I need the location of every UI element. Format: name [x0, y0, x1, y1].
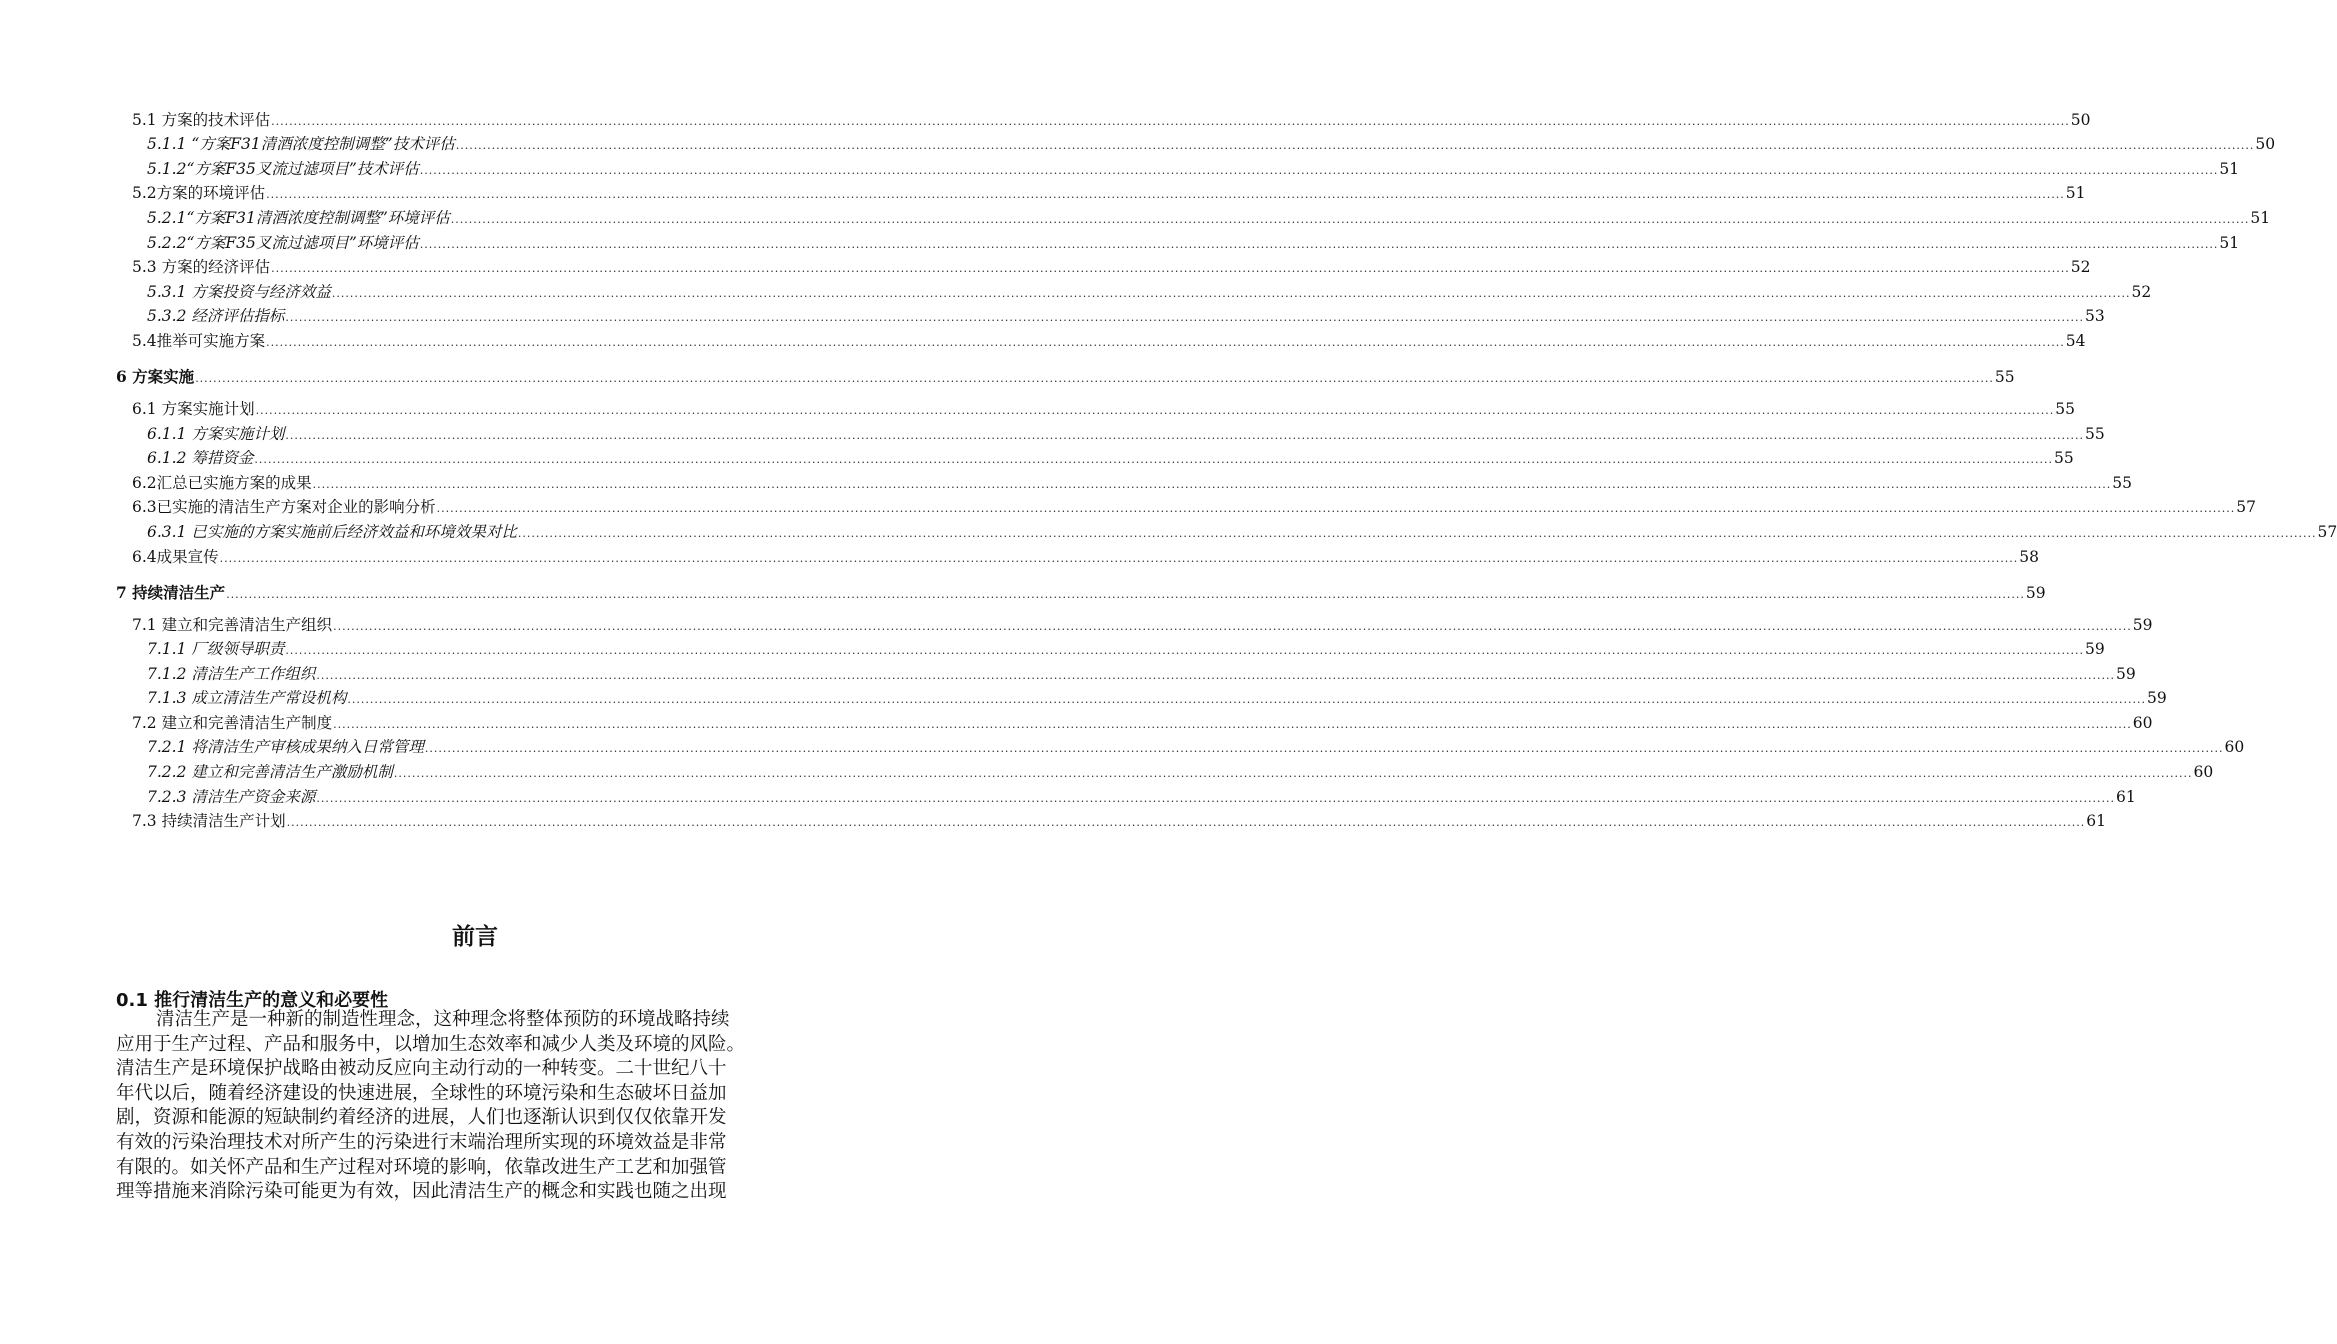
toc-entry-label: 6 方案实施: [116, 366, 195, 386]
toc-entry-label: 5.2.1“方案F31清酒浓度控制调整”环境评估: [147, 208, 450, 227]
toc-entry-page: 54: [2065, 331, 2086, 350]
toc-entry-page: 61: [2116, 787, 2136, 806]
toc-leader-dots: ................................................................................................................................................................................................................................................................................................................................................................................................................: [226, 587, 2025, 601]
toc-entry[interactable]: [112, 301, 2105, 326]
toc-entry[interactable]: [112, 566, 2046, 604]
toc-leader-dots: ................................................................................................................................................................................................................................................................................................................................................................................................................: [316, 791, 2116, 805]
toc-entry-page: 59: [2116, 664, 2136, 683]
toc-entry-label: 5.3.1 方案投资与经济效益: [147, 282, 331, 301]
toc-entry-page: 60: [2132, 713, 2153, 732]
toc-entry-page: 55: [2085, 424, 2105, 443]
toc-entry[interactable]: [112, 492, 2257, 517]
preface-title: 前言: [452, 924, 498, 950]
toc-entry-page: 55: [2112, 473, 2133, 492]
body-line: 剧，资源和能源的短缺制约着经济的进展，人们也逐渐认识到仅仅依靠开发: [116, 1107, 727, 1129]
table-of-contents: [112, 104, 2337, 831]
toc-entry-page: 60: [2193, 763, 2214, 782]
toc-entry[interactable]: [112, 325, 2086, 350]
toc-entry-page: 51: [2250, 208, 2271, 227]
toc-entry-page: 52: [2131, 282, 2152, 301]
toc-entry-label: 7.2.3 清洁生产资金来源: [147, 787, 316, 806]
toc-entry-label: 5.1.2“方案F35叉流过滤项目”技术评估: [147, 159, 419, 178]
toc-leader-dots: ................................................................................................................................................................................................................................................................................................................................................................................................................: [424, 742, 2224, 756]
toc-entry-label: 6.1 方案实施计划: [132, 399, 255, 418]
toc-leader-dots: ................................................................................................................................................................................................................................................................................................................................................................................................................: [517, 526, 2317, 540]
toc-entry[interactable]: [112, 756, 2214, 782]
toc-leader-dots: ................................................................................................................................................................................................................................................................................................................................................................................................................: [266, 188, 2065, 202]
toc-entry-label: 7.1.2 清洁生产工作组织: [147, 664, 316, 683]
toc-entry-label: 7.1 建立和完善清洁生产组织: [132, 615, 333, 634]
body-line: 有限的。如关怀产品和生产过程对环境的影响，依靠改进生产工艺和加强管: [116, 1156, 727, 1178]
toc-entry[interactable]: [112, 153, 2240, 178]
body-line: 应用于生产过程、产品和服务中，以增加生态效率和减少人类及环境的风险。: [116, 1033, 746, 1055]
toc-leader-dots: ................................................................................................................................................................................................................................................................................................................................................................................................................: [286, 816, 2086, 830]
toc-entry[interactable]: [112, 104, 2091, 129]
toc-entry-label: 6.4成果宣传: [132, 547, 219, 566]
toc-leader-dots: ................................................................................................................................................................................................................................................................................................................................................................................................................: [333, 717, 2132, 731]
toc-entry[interactable]: [112, 350, 2015, 388]
toc-leader-dots: ................................................................................................................................................................................................................................................................................................................................................................................................................: [271, 114, 2070, 128]
toc-entry-label: 5.3 方案的经济评估: [132, 258, 271, 277]
toc-entry-page: 52: [2070, 258, 2091, 277]
preface-body: [116, 1008, 856, 1205]
body-line: 年代以后，随着经济建设的快速进展，全球性的环境污染和生态破坏日益加: [116, 1082, 727, 1104]
toc-entry[interactable]: [112, 467, 2133, 492]
toc-entry[interactable]: [112, 658, 2136, 683]
toc-leader-dots: ................................................................................................................................................................................................................................................................................................................................................................................................................: [266, 335, 2065, 349]
toc-entry[interactable]: [112, 604, 2153, 634]
toc-entry[interactable]: [112, 276, 2152, 301]
toc-leader-dots: ................................................................................................................................................................................................................................................................................................................................................................................................................: [285, 644, 2085, 658]
toc-entry-label: 7.2.2 建立和完善清洁生产激励机制: [147, 763, 393, 782]
toc-entry-page: 51: [2219, 233, 2240, 252]
body-line: 清洁生产是一种新的制造性理念，这种理念将整体预防的环境战略持续: [156, 1009, 730, 1030]
toc-entry-page: 59: [2132, 615, 2153, 634]
toc-entry[interactable]: [112, 129, 2276, 154]
toc-entry-label: 5.4推举可实施方案: [132, 331, 266, 350]
toc-entry-label: 5.1.1 “方案F31清酒浓度控制调整”技术评估: [147, 135, 455, 154]
toc-entry-page: 55: [2055, 399, 2075, 418]
toc-entry[interactable]: [112, 418, 2105, 443]
toc-entry-page: 57: [2317, 522, 2337, 541]
toc-entry-label: 6.1.1 方案实施计划: [147, 424, 285, 443]
toc-entry[interactable]: [112, 732, 2245, 757]
toc-entry[interactable]: [112, 634, 2105, 659]
toc-entry[interactable]: [112, 227, 2240, 252]
toc-leader-dots: ................................................................................................................................................................................................................................................................................................................................................................................................................: [312, 477, 2112, 491]
body-line: 有效的污染治理技术对所产生的污染进行末端治理所实现的环境效益是非常: [116, 1131, 727, 1153]
toc-entry-label: 5.1 方案的技术评估: [132, 110, 271, 129]
toc-entry[interactable]: [112, 541, 2040, 566]
toc-entry-page: 55: [1994, 367, 2015, 386]
toc-leader-dots: ................................................................................................................................................................................................................................................................................................................................................................................................................: [254, 453, 2054, 467]
toc-entry-label: 7.1.3 成立清洁生产常设机构: [147, 689, 347, 708]
toc-leader-dots: ................................................................................................................................................................................................................................................................................................................................................................................................................: [285, 428, 2085, 442]
toc-entry-label: 7.2.1 将清洁生产审核成果纳入日常管理: [147, 738, 424, 757]
body-line: 清洁生产是环境保护战略由被动反应向主动行动的一种转变。二十世纪八十: [116, 1058, 727, 1080]
toc-leader-dots: ................................................................................................................................................................................................................................................................................................................................................................................................................: [450, 212, 2250, 226]
toc-entry[interactable]: [112, 202, 2271, 227]
toc-entry[interactable]: [112, 178, 2086, 203]
toc-entry-page: 60: [2224, 738, 2245, 757]
toc-leader-dots: ................................................................................................................................................................................................................................................................................................................................................................................................................: [285, 311, 2085, 325]
toc-leader-dots: ................................................................................................................................................................................................................................................................................................................................................................................................................: [393, 767, 2193, 781]
toc-entry[interactable]: [112, 443, 2074, 468]
toc-entry-label: 7 持续清洁生产: [116, 582, 226, 602]
toc-entry[interactable]: [112, 516, 2337, 541]
toc-entry-label: 5.2方案的环境评估: [132, 184, 266, 203]
toc-entry-label: 6.1.2 筹措资金: [147, 449, 254, 468]
body-line: 理等措施来消除污染可能更为有效，因此清洁生产的概念和实践也随之出现: [116, 1181, 727, 1203]
toc-entry-page: 50: [2070, 110, 2091, 129]
toc-leader-dots: ................................................................................................................................................................................................................................................................................................................................................................................................................: [419, 163, 2219, 177]
toc-entry-page: 59: [2147, 689, 2167, 708]
toc-entry-label: 7.1.1 厂级领导职责: [147, 640, 285, 659]
toc-leader-dots: ................................................................................................................................................................................................................................................................................................................................................................................................................: [331, 286, 2131, 300]
toc-leader-dots: ................................................................................................................................................................................................................................................................................................................................................................................................................: [255, 403, 2055, 417]
toc-entry-page: 51: [2065, 184, 2086, 203]
toc-entry-page: 51: [2219, 159, 2240, 178]
toc-entry[interactable]: [112, 683, 2167, 708]
toc-leader-dots: ................................................................................................................................................................................................................................................................................................................................................................................................................: [455, 139, 2255, 153]
toc-entry-page: 50: [2255, 135, 2276, 154]
toc-entry-page: 57: [2236, 498, 2257, 517]
toc-entry-page: 61: [2086, 812, 2106, 831]
toc-entry-label: 5.3.2 经济评估指标: [147, 307, 285, 326]
toc-entry[interactable]: [112, 388, 2075, 418]
toc-entry-label: 6.3.1 已实施的方案实施前后经济效益和环境效果对比: [147, 522, 517, 541]
toc-entry-label: 6.3已实施的清洁生产方案对企业的影响分析: [132, 498, 436, 517]
toc-leader-dots: ................................................................................................................................................................................................................................................................................................................................................................................................................: [347, 693, 2147, 707]
toc-leader-dots: ................................................................................................................................................................................................................................................................................................................................................................................................................: [195, 371, 1994, 385]
toc-leader-dots: ................................................................................................................................................................................................................................................................................................................................................................................................................: [333, 619, 2132, 633]
toc-leader-dots: ................................................................................................................................................................................................................................................................................................................................................................................................................: [419, 237, 2219, 251]
section-heading: 0.1 推行清洁生产的意义和必要性: [116, 990, 389, 1011]
toc-leader-dots: ................................................................................................................................................................................................................................................................................................................................................................................................................: [219, 551, 2019, 565]
toc-entry-page: 58: [2019, 547, 2040, 566]
toc-entry-label: 7.3 持续清洁生产计划: [132, 812, 286, 831]
toc-leader-dots: ................................................................................................................................................................................................................................................................................................................................................................................................................: [271, 262, 2070, 276]
toc-entry-page: 55: [2054, 449, 2074, 468]
toc-entry[interactable]: [112, 781, 2136, 806]
toc-entry[interactable]: [112, 806, 2106, 831]
toc-entry[interactable]: [112, 707, 2153, 732]
toc-entry[interactable]: [112, 252, 2091, 277]
toc-leader-dots: ................................................................................................................................................................................................................................................................................................................................................................................................................: [316, 668, 2116, 682]
toc-entry-label: 5.2.2“方案F35叉流过滤项目”环境评估: [147, 233, 419, 252]
toc-entry-label: 7.2 建立和完善清洁生产制度: [132, 713, 333, 732]
toc-leader-dots: ................................................................................................................................................................................................................................................................................................................................................................................................................: [436, 502, 2236, 516]
toc-entry-page: 59: [2085, 640, 2105, 659]
toc-entry-page: 53: [2085, 307, 2105, 326]
toc-entry-page: 59: [2025, 583, 2046, 602]
toc-entry-label: 6.2汇总已实施方案的成果: [132, 473, 312, 492]
